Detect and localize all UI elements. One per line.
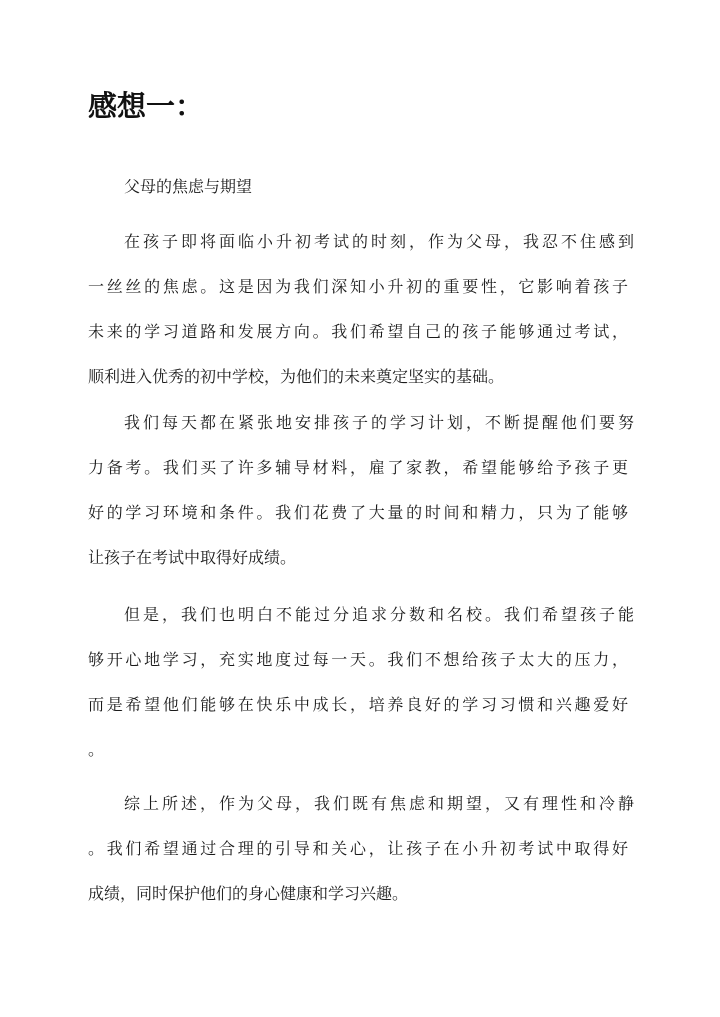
paragraph-line: 够开心地学习，充实地度过每一天。我们不想给孩子太大的压力， <box>88 650 628 669</box>
paragraph-line: 在孩子即将面临小升初考试的时刻，作为父母，我忍不住感到 <box>124 232 634 251</box>
section-subtitle: 父母的焦虑与期望 <box>124 177 253 196</box>
paragraph-line: 我们每天都在紧张地安排孩子的学习计划，不断提醒他们要努 <box>124 413 634 432</box>
paragraph-line: 但是，我们也明白不能过分追求分数和名校。我们希望孩子能 <box>124 605 634 624</box>
paragraph-line: 顺利进入优秀的初中学校，为他们的未来奠定坚实的基础。 <box>88 367 505 386</box>
paragraph-line: 一丝丝的焦虑。这是因为我们深知小升初的重要性，它影响着孩子 <box>88 277 628 296</box>
paragraph-line: 综上所述，作为父母，我们既有焦虑和期望，又有理性和冷静 <box>124 794 634 813</box>
paragraph-2 <box>88 400 634 580</box>
paragraph-line: 而是希望他们能够在快乐中成长，培养良好的学习习惯和兴趣爱好 <box>88 695 628 714</box>
page-title: 感想一： <box>88 89 205 123</box>
paragraph-line: 。 <box>88 740 105 759</box>
paragraph-line: 未来的学习道路和发展方向。我们希望自己的孩子能够通过考试， <box>88 322 628 341</box>
paragraph-line: 。我们希望通过合理的引导和关心，让孩子在小升初考试中取得好 <box>88 839 628 858</box>
paragraph-4 <box>88 781 634 916</box>
paragraph-1 <box>88 219 634 399</box>
paragraph-line: 让孩子在考试中取得好成绩。 <box>88 548 297 567</box>
paragraph-line: 成绩，同时保护他们的身心健康和学习兴趣。 <box>88 884 409 903</box>
paragraph-line: 力备考。我们买了许多辅导材料，雇了家教，希望能够给予孩子更 <box>88 458 628 477</box>
paragraph-3 <box>88 592 634 772</box>
paragraph-line: 好的学习环境和条件。我们花费了大量的时间和精力，只为了能够 <box>88 503 628 522</box>
